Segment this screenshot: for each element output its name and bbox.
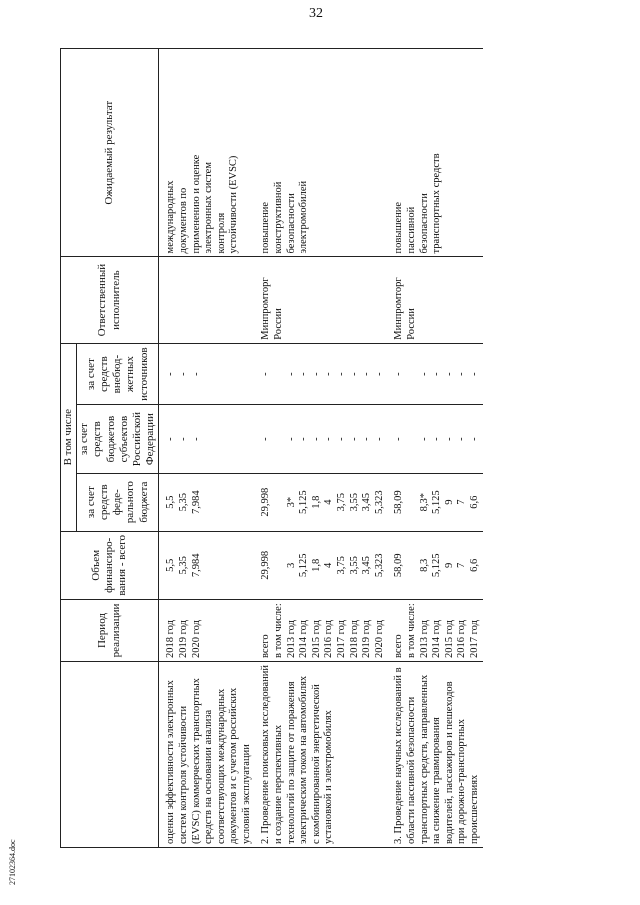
period-line: 2015 год: [443, 620, 455, 658]
table-body: [159, 49, 483, 848]
cell-federal: [387, 473, 482, 531]
extra-line: -: [348, 372, 360, 376]
measure-line: соответствующих международных: [215, 688, 227, 844]
header-total: Объем финансиро-вания - всего: [61, 531, 159, 599]
result-line: международных: [165, 180, 177, 254]
federal-line: 7,984: [190, 490, 202, 514]
total-line: 3: [285, 562, 297, 568]
extra-line: -: [285, 372, 297, 376]
extra-line: -: [373, 372, 385, 376]
extra-line: -: [190, 372, 202, 376]
total-line: [406, 535, 419, 596]
extra-line: -: [361, 372, 373, 376]
regional-line: -: [348, 437, 360, 441]
measure-line: области пассивной безопасности: [406, 696, 417, 844]
total-line: 7: [456, 562, 468, 568]
regional-line: -: [373, 437, 385, 441]
cell-period: [254, 600, 387, 662]
period-line: 2017 год: [468, 620, 480, 658]
regional-line: -: [443, 437, 455, 441]
document-footer: 27102364.doc: [8, 839, 17, 885]
measure-line: электрическим током на автомобилях: [298, 675, 310, 844]
responsible-line: Минпромторг: [393, 277, 405, 340]
extra-line: -: [323, 372, 335, 376]
measure-line: условий эксплуатации: [240, 744, 252, 844]
regional-line: -: [431, 437, 443, 441]
page-number: 32: [309, 6, 323, 21]
header-responsible: Ответственный исполнитель: [61, 257, 159, 343]
extra-line: -: [336, 372, 348, 376]
measure-line: при дорожно-транспортных: [456, 719, 468, 844]
period-line: в том числе:: [273, 603, 285, 658]
total-line: [273, 535, 286, 596]
table-row: [159, 49, 255, 848]
extra-line: -: [310, 372, 322, 376]
total-line: 5,125: [298, 553, 310, 578]
regional-line: -: [456, 437, 468, 441]
measure-line: оценки эффективности электронных: [165, 680, 177, 844]
extra-line: -: [165, 372, 177, 376]
federal-line: 58,09: [393, 490, 405, 514]
responsible-line: Минпромторг: [260, 277, 272, 340]
period-line: всего: [260, 634, 272, 658]
total-line: 8,3: [418, 558, 430, 572]
measure-line: и создание перспективных: [273, 724, 285, 844]
cell-extra: [254, 343, 387, 405]
total-line: 5,5: [165, 558, 177, 572]
measure-line: происшествиях: [468, 774, 480, 844]
measure-line: установкой и электромобилях: [323, 710, 335, 844]
measure-line: водителей, пассажиров и пешеходов: [443, 681, 455, 844]
extra-line: -: [468, 372, 480, 376]
period-line: 2020 год: [373, 620, 385, 658]
regional-line: -: [190, 437, 202, 441]
result-line: повышение: [260, 201, 272, 254]
measure-line: систем контроля устойчивости: [177, 705, 189, 844]
total-line: 1,8: [310, 558, 322, 572]
regional-line: [406, 408, 419, 469]
period-line: в том числе:: [406, 603, 417, 658]
cell-period: [387, 600, 482, 662]
result-line: повышение: [393, 201, 405, 254]
table-row: [387, 49, 482, 848]
cell-total: [387, 531, 482, 599]
period-line: 2019 год: [177, 620, 189, 658]
header-regional: за счет средств бюджетов субъектов Российской Федерации: [77, 405, 159, 473]
measure-line: 2. Проведение поисковых исследований: [260, 664, 272, 844]
cell-result: [159, 49, 255, 257]
period-line: 2014 год: [431, 620, 443, 658]
regional-line: [273, 408, 286, 469]
regional-line: -: [323, 437, 335, 441]
total-line: 3,75: [336, 556, 348, 575]
federal-line: 3,55: [348, 492, 360, 512]
total-line: 5,323: [373, 553, 385, 578]
cell-federal: [254, 473, 387, 531]
header-federal: за счет средств феде-рального бюджета: [77, 473, 159, 531]
header-in-that-number: В том числе: [61, 343, 77, 531]
result-line: электромобилей: [298, 180, 310, 254]
federal-line: 9: [443, 499, 455, 505]
cell-regional: [159, 405, 255, 473]
cell-federal: [159, 473, 255, 531]
cell-period: [159, 600, 255, 662]
cell-measure: [254, 661, 387, 847]
total-line: 6,6: [468, 558, 480, 572]
measure-line: средств на основании анализа: [203, 709, 215, 844]
extra-line: -: [393, 372, 405, 376]
cell-result: [254, 49, 387, 257]
federal-line: 5,125: [431, 490, 443, 514]
total-line: 5,125: [431, 553, 443, 578]
total-line: 29,998: [260, 550, 272, 580]
extra-line: -: [177, 372, 189, 376]
table-row: [254, 49, 387, 848]
federal-line: 3*: [285, 496, 297, 508]
result-line: транспортных средств: [431, 153, 443, 254]
measure-line: документов и с учетом российских: [228, 687, 240, 844]
measure-line: транспортных средств, направленных: [418, 674, 430, 844]
extra-line: -: [443, 372, 455, 376]
regional-line: -: [418, 437, 430, 441]
total-line: 58,09: [393, 553, 405, 578]
regional-line: -: [260, 437, 272, 441]
regional-line: -: [468, 437, 480, 441]
measure-line: на снижение травмирования: [431, 717, 443, 844]
regional-line: -: [298, 437, 310, 441]
header-measure: [61, 661, 159, 847]
result-line: безопасности: [285, 193, 297, 254]
cell-responsible: [254, 257, 387, 343]
period-line: 2019 год: [361, 620, 373, 658]
measure-line: технологий по защите от поражения: [285, 681, 297, 844]
federal-line: 7: [456, 499, 468, 505]
cell-regional: [387, 405, 482, 473]
total-line: 5,35: [177, 556, 189, 575]
header-result: Ожидаемый результат: [61, 49, 159, 257]
extra-line: -: [260, 372, 272, 376]
regional-line: -: [177, 437, 189, 441]
extra-line: [273, 347, 286, 402]
measure-line: (EVSC) коммерческих транспортных: [190, 678, 202, 844]
federal-line: 1,8: [310, 495, 322, 509]
total-line: 4: [323, 562, 335, 568]
cell-extra: [159, 343, 255, 405]
extra-line: -: [456, 372, 468, 376]
result-line: устойчивости (EVSC): [228, 155, 240, 254]
period-line: 2017 год: [336, 620, 348, 658]
federal-line: 29,998: [260, 487, 272, 517]
regional-line: -: [361, 437, 373, 441]
federal-line: 5,5: [165, 495, 177, 509]
federal-line: 8,3*: [418, 492, 430, 512]
period-line: 2014 год: [298, 620, 310, 658]
regional-line: -: [393, 437, 405, 441]
cell-result: [387, 49, 482, 257]
cell-measure: [159, 661, 255, 847]
total-line: 9: [443, 562, 455, 568]
extra-line: -: [418, 372, 430, 376]
federal-line: 5,323: [373, 490, 385, 514]
header-extra: за счет средств внебюд-жетных источников: [77, 343, 159, 405]
result-line: конструктивной: [273, 181, 285, 254]
total-line: 3,45: [361, 556, 373, 575]
cell-regional: [254, 405, 387, 473]
period-line: 2018 год: [165, 620, 177, 658]
federal-line: 6,6: [468, 495, 480, 509]
federal-line: 5,35: [177, 492, 189, 512]
federal-line: 3,45: [361, 492, 373, 512]
regional-line: -: [310, 437, 322, 441]
total-line: 3,55: [348, 556, 360, 575]
period-line: 2015 год: [310, 620, 322, 658]
responsible-line: России: [406, 308, 417, 340]
period-line: 2016 год: [456, 620, 468, 658]
federal-line: [406, 477, 419, 528]
cell-responsible: [387, 257, 482, 343]
regional-line: -: [165, 437, 177, 441]
period-line: 2018 год: [348, 620, 360, 658]
extra-line: -: [431, 372, 443, 376]
program-measures-table: [60, 48, 483, 848]
cell-extra: [387, 343, 482, 405]
measure-line: с комбинированной энергетической: [310, 684, 322, 844]
regional-line: -: [285, 437, 297, 441]
period-line: 2016 год: [323, 620, 335, 658]
result-line: контроля: [215, 212, 227, 254]
cell-total: [254, 531, 387, 599]
federal-line: 3,75: [336, 492, 348, 512]
federal-line: [273, 477, 286, 528]
cell-measure: [387, 661, 482, 847]
responsible-line: России: [273, 308, 285, 340]
result-line: документов по: [177, 187, 189, 254]
federal-line: 4: [323, 499, 335, 505]
rotated-table-container: [60, 48, 580, 848]
federal-line: 5,125: [298, 490, 310, 514]
cell-responsible: [159, 257, 255, 343]
total-line: 7,984: [190, 553, 202, 578]
measure-line: 3. Проведение научных исследований в: [393, 667, 405, 844]
period-line: всего: [393, 634, 405, 658]
extra-line: -: [298, 372, 310, 376]
result-line: применению и оценке: [190, 154, 202, 254]
header-period: Период реализации: [61, 600, 159, 662]
cell-total: [159, 531, 255, 599]
regional-line: -: [336, 437, 348, 441]
result-line: пассивной: [406, 206, 417, 254]
period-line: 2020 год: [190, 620, 202, 658]
extra-line: [406, 347, 419, 402]
period-line: 2013 год: [418, 620, 430, 658]
result-line: электронных систем: [203, 162, 215, 254]
period-line: 2013 год: [285, 620, 297, 658]
result-line: безопасности: [418, 193, 430, 254]
